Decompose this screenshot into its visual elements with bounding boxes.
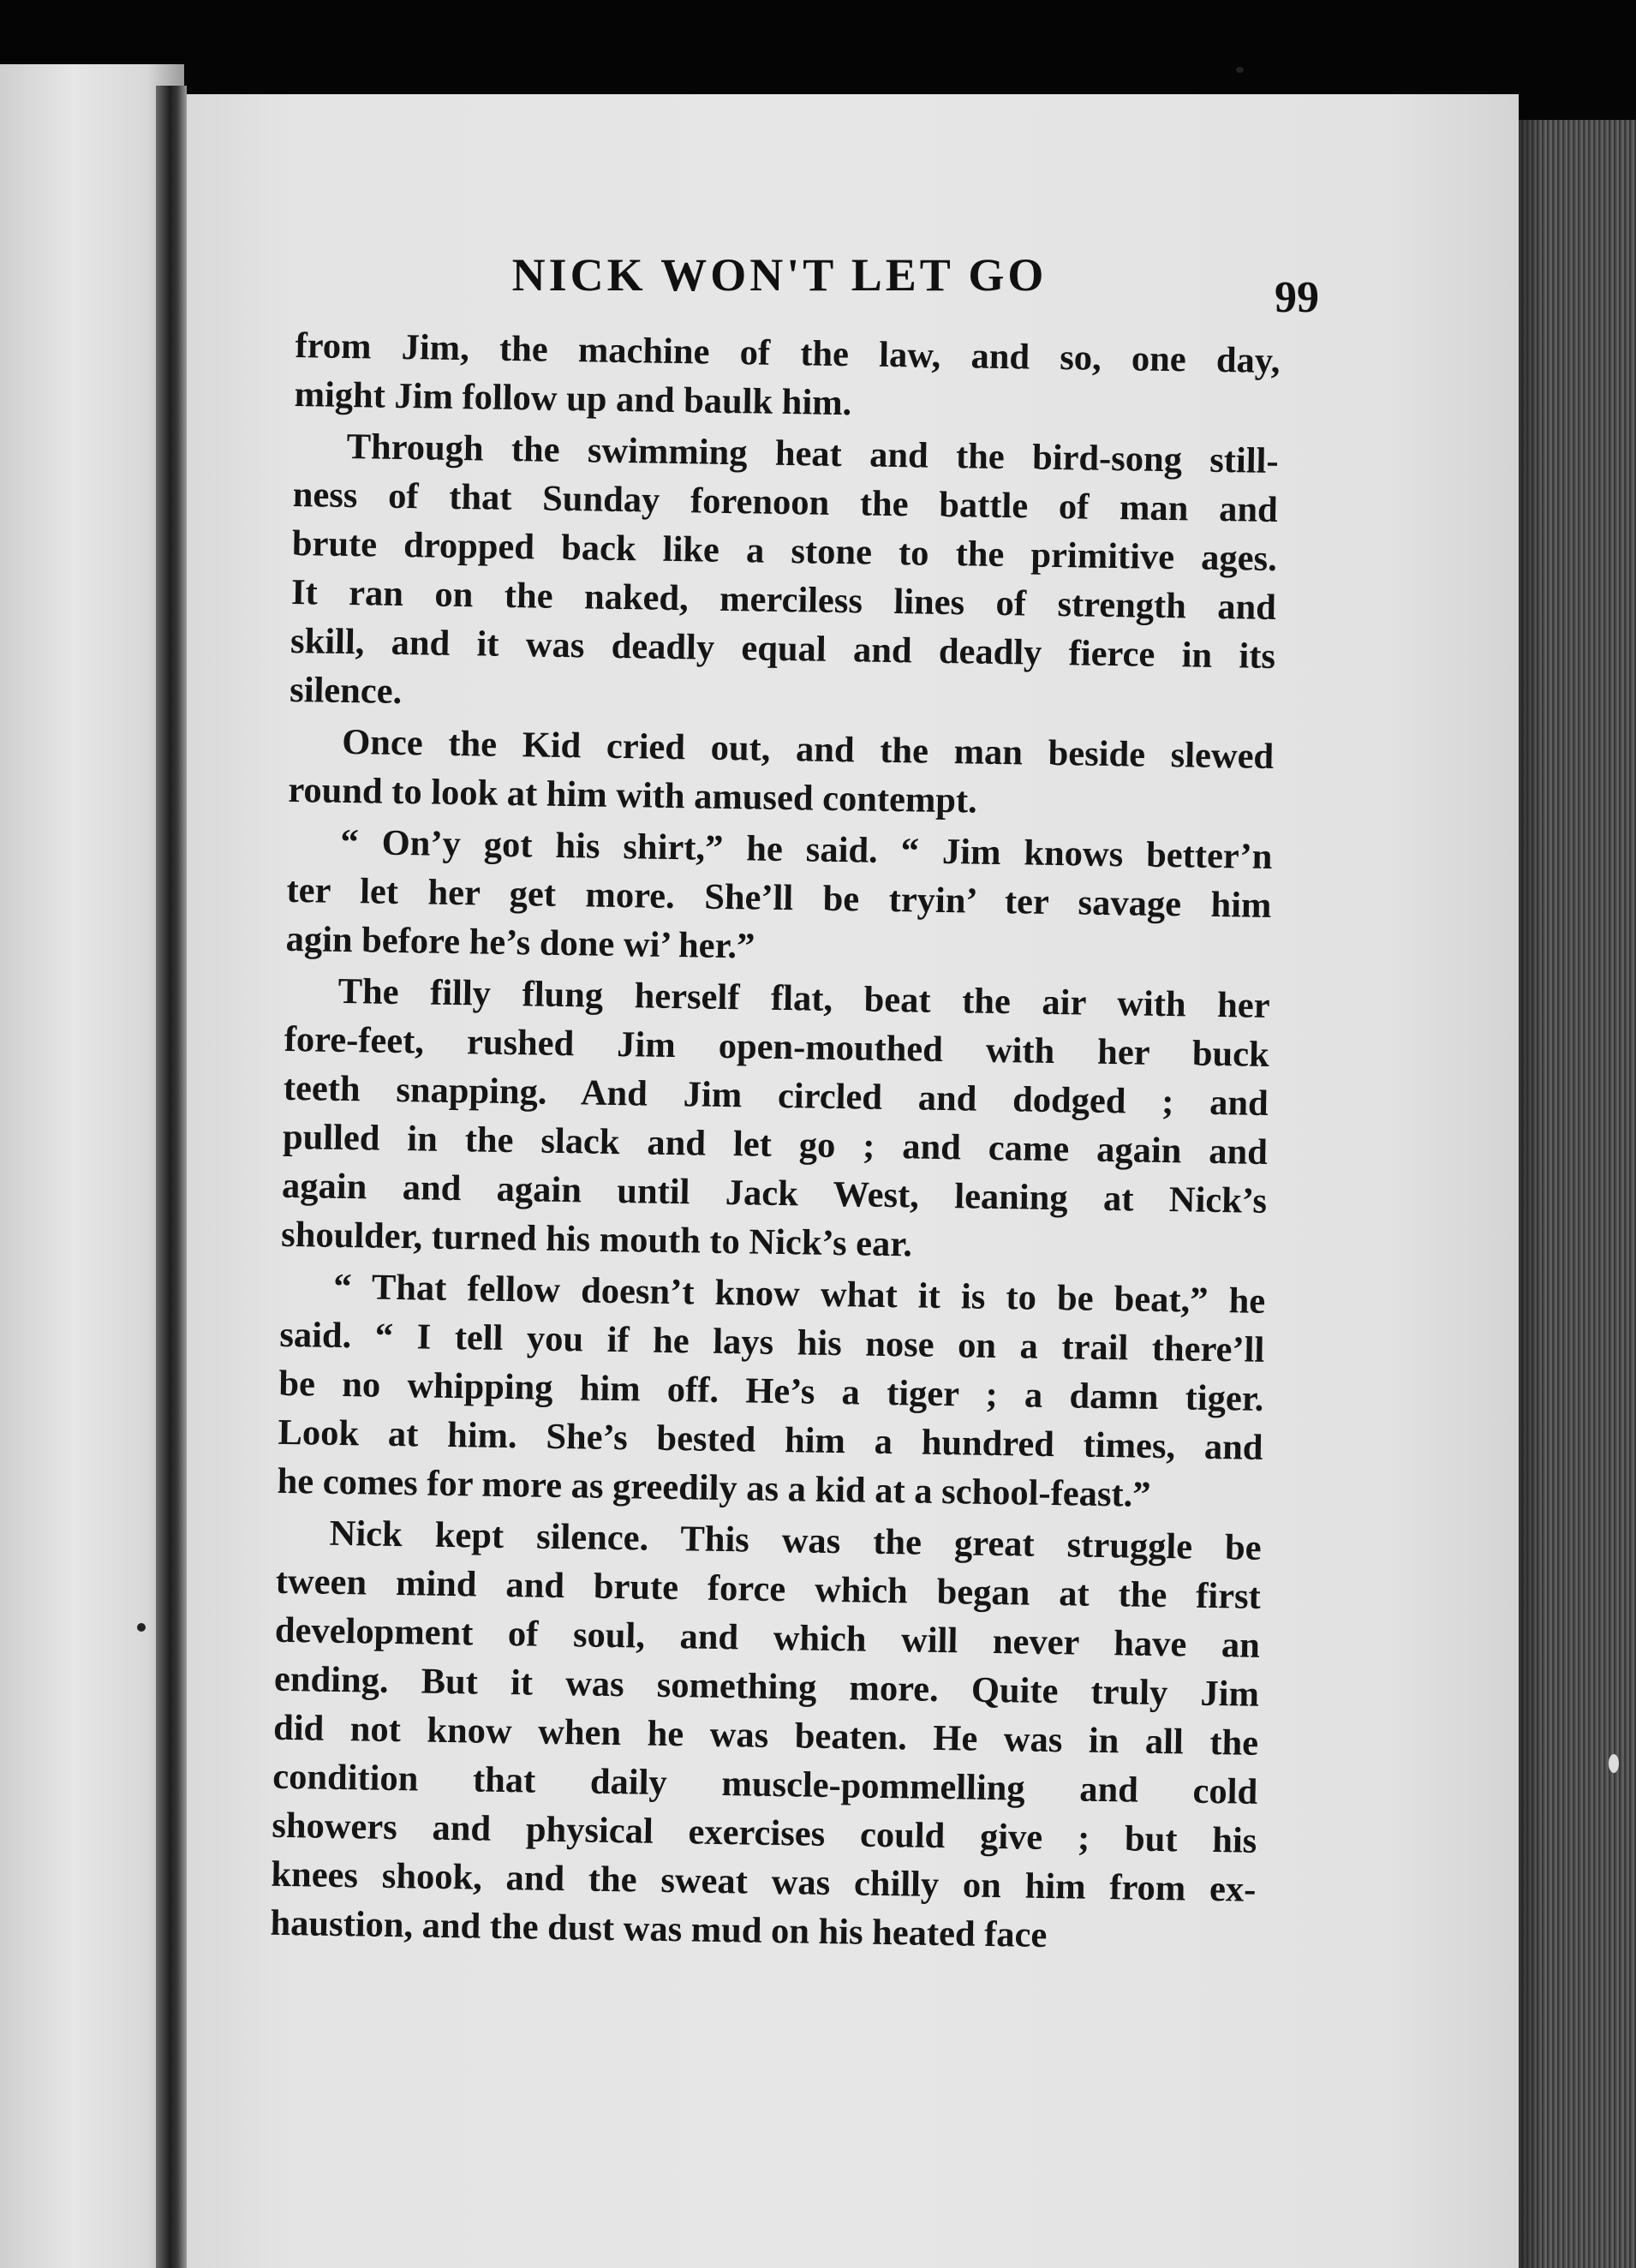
text-line: said. “ I tell you if he lays his nose on a trail there’ll (279, 1314, 1265, 1370)
text-line: silence. (289, 669, 403, 713)
text-line: from Jim, the machine of the law, and so, one day, (295, 325, 1281, 382)
paragraph (270, 1508, 1262, 1963)
scan-speck (1609, 1754, 1619, 1773)
text-line: The filly flung herself flat, beat the air with her (337, 970, 1270, 1026)
text-line: development of soul, and which will never have an (274, 1609, 1261, 1666)
text-line: fore-feet, rushed Jim open-mouthed with her buck (284, 1018, 1270, 1075)
text-line: ending. But it was something more. Quite truly Jim (273, 1658, 1260, 1715)
text-line: agin before he’s done wi’ her.” (285, 918, 755, 967)
text-line: skill, and it was deadly equal and deadly fierce in its (290, 620, 1276, 677)
text-line: ness of that Sunday forenoon the battle of man and (292, 474, 1279, 531)
page-edge-shadow (1519, 120, 1544, 2268)
text-line: Nick kept silence. This was the great struggle be (329, 1513, 1263, 1568)
page-number: 99 (1275, 273, 1319, 322)
text-line: again and again until Jack West, leaning at Nick’s (281, 1165, 1268, 1221)
text-line: round to look at him with amused contempt. (288, 769, 978, 821)
text-line: he comes for more as greedily as a kid at a school-feast.” (277, 1460, 1151, 1515)
text-line: haustion, and the dust was mud on his heated face (270, 1902, 1048, 1956)
scan-speck (137, 1623, 146, 1632)
paragraph (285, 817, 1273, 979)
text-line: brute dropped back like a stone to the primitive ages. (291, 522, 1278, 580)
text-line: tween mind and brute force which began at the first (275, 1561, 1262, 1617)
text-line: Once the Kid cried out, and the man beside slewed (341, 721, 1275, 777)
text-line: showers and physical exercises could give ; but his (272, 1805, 1257, 1861)
text-line: did not know when he was beaten. He was in all the (272, 1707, 1259, 1764)
paragraph (277, 1262, 1265, 1521)
book-gutter (156, 86, 187, 2268)
text-line: shoulder, turned his mouth to Nick’s ear. (280, 1214, 913, 1265)
text-line: “ That fellow doesn’t know what it is to be beat,” he (332, 1266, 1266, 1322)
text-line: be no whipping him off. He’s a tiger ; a damn tiger. (278, 1363, 1264, 1419)
text-line: knees shook, and the sweat was chilly on him from ex- (271, 1853, 1257, 1910)
body-text (270, 321, 1281, 1966)
running-head: NICK WON'T LET GO (511, 249, 1048, 301)
text-line: teeth snapping. And Jim circled and dodged ; and (283, 1067, 1269, 1124)
scan-speck (1236, 67, 1244, 73)
text-line: ter let her get more. She’ll be tryin’ ter savage him (286, 869, 1272, 926)
text-line: might Jim follow up and baulk him. (294, 373, 852, 424)
text-line: Through the swimming heat and the bird-song still- (346, 426, 1279, 482)
paragraph (288, 717, 1275, 830)
text-line: Look at him. She’s bested him a hundred times, and (278, 1412, 1263, 1468)
text-line: pulled in the slack and let go ; and came again and (282, 1116, 1269, 1173)
text-line: condition that daily muscle-pommelling and cold (272, 1756, 1258, 1812)
paragraph (281, 966, 1270, 1274)
paragraph (290, 421, 1279, 730)
text-line: It ran on the naked, merciless lines of strength and (290, 571, 1277, 629)
paragraph (294, 321, 1281, 434)
text-line: “ On’y got his shirt,” he said. “ Jim knows better’n (340, 821, 1273, 877)
